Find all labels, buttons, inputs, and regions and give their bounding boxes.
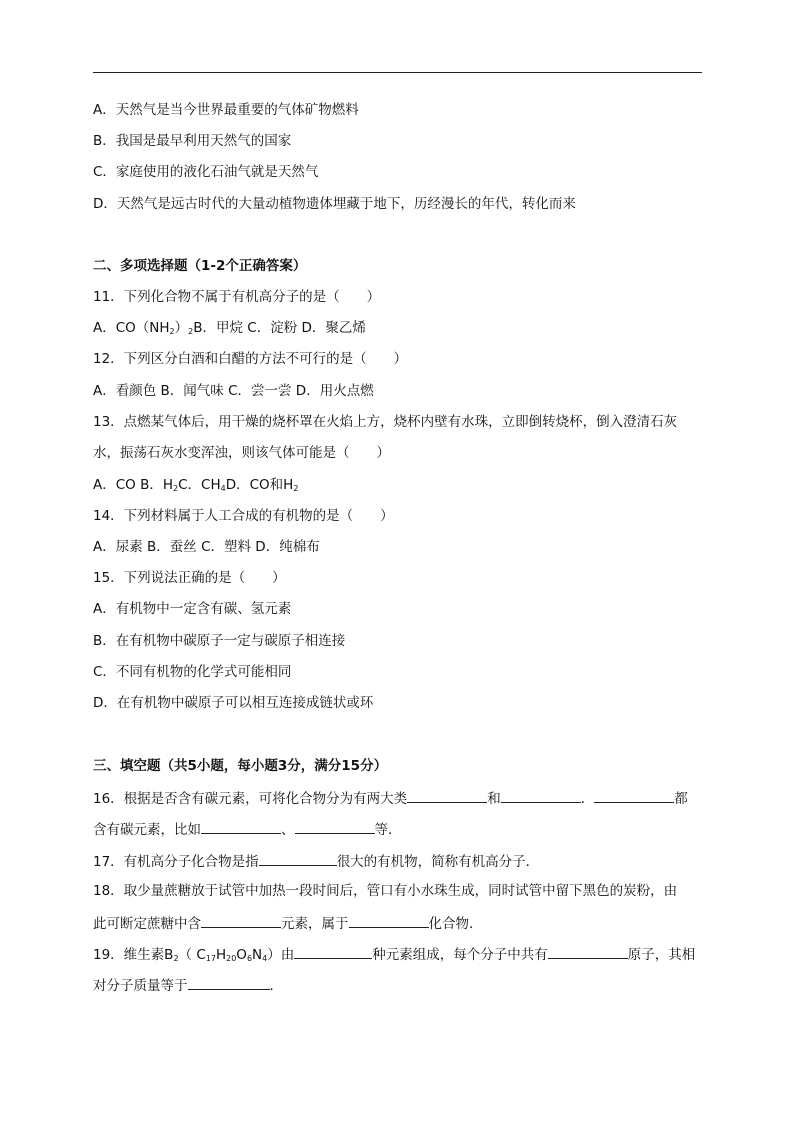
q19-formula-close: ）由 [267,947,295,963]
q13-options [93,476,705,498]
q16-text-7: 等． [374,822,402,838]
q13-stem-line1: 13．点燃某气体后，用干燥的烧杯罩在火焰上方，烧杯内壁有水珠，立即倒转烧杯，倒入澄清石灰 [93,414,678,430]
q19-sub-c: 17 [205,954,216,963]
q19-text-2: 种元素组成，每个分子中共有 [372,947,548,963]
q17-text-1: 17．有机高分子化合物是指 [93,854,259,870]
q11-option-a: A．CO（NH [93,320,170,336]
q19-sub-b2: 2 [173,954,179,963]
q19-formula-h: H [215,947,227,963]
q14-options: A．尿素 B．蚕丝 C．塑料 D．纯棉布 [93,539,320,555]
q16-blank-3[interactable] [594,788,674,803]
q12-options: A．看颜色 B．闻气味 C．尝一尝 D．用火点燃 [93,383,374,399]
q18-blank-1[interactable] [201,913,281,928]
q19-formula-n: N [252,947,263,963]
q13-sub-ch4: 4 [220,484,226,493]
q18-text-3: 化合物． [428,916,483,932]
q16-text-5: 含有碳元素，比如 [93,822,201,838]
q11-subscript: 2 [169,327,175,336]
q16-text-3: ． [580,791,595,807]
q18-text-1: 此可断定蔗糖中含 [93,916,201,932]
q14-stem: 14．下列材料属于人工合成的有机物的是（ ） [93,508,394,524]
q19-blank-2[interactable] [548,944,628,959]
q11-options-rest: B．甲烷 C．淀粉 D．聚乙烯 [193,320,366,336]
q13-stem-line2: 水，振荡石灰水变浑浊，则该气体可能是（ ） [93,445,390,461]
q15-option-a: A．有机物中一定含有碳、氢元素 [93,601,292,617]
q19-line2 [93,975,705,995]
q16-line1 [93,788,705,808]
q16-text-6: 、 [281,822,295,838]
q16-text-4: 都 [674,791,688,807]
q19-blank-3[interactable] [188,975,270,990]
q18-text-2: 元素，属于 [281,916,349,932]
q11-subscript-2: 2 [188,327,194,336]
section-3-heading: 三、填空题（共5小题，每小题3分，满分15分） [93,758,388,774]
q15-option-c: C．不同有机物的化学式可能相同 [93,664,292,680]
q18-blank-2[interactable] [349,913,429,928]
q19-sub-h: 20 [226,954,237,963]
q17-text-2: 很大的有机物，简称有机高分子． [336,854,540,870]
q19-sub-n: 4 [262,954,268,963]
q16-text-1: 16．根据是否含有碳元素，可将化合物分为有两大类 [93,791,408,807]
q16-blank-2[interactable] [501,788,581,803]
q13-sub-h2: 2 [173,484,179,493]
q16-blank-4[interactable] [201,819,281,834]
q13-sub-h2-d: 2 [293,484,299,493]
q10-option-d: D．天然气是远古时代的大量动植物遗体埋藏于地下，历经漫长的年代，转化而来 [93,196,576,212]
q10-option-b: B．我国是最早利用天然气的国家 [93,133,292,149]
q13-option-d: D．CO和H [225,477,294,493]
q16-text-2: 和 [487,791,501,807]
q19-line1 [93,944,705,968]
q10-option-c: C．家庭使用的液化石油气就是天然气 [93,164,319,180]
q19-text-1: 19．维生素B [93,947,174,963]
q15-stem: 15．下列说法正确的是（ ） [93,570,286,586]
q19-text-4: 对分子质量等于 [93,978,188,994]
q19-formula-o: O [236,947,247,963]
q13-option-ab: A．CO B．H [93,477,173,493]
q16-line2 [93,819,705,839]
q18-line1: 18．取少量蔗糖放于试管中加热一段时间后，管口有小水珠生成，同时试管中留下黑色的炭粉，由 [93,883,678,899]
q10-option-a: A．天然气是当今世界最重要的气体矿物燃料 [93,102,359,118]
header-rule [93,72,702,73]
q11-option-a-close: ） [174,320,189,336]
q19-sub-o: 6 [246,954,253,963]
q16-blank-1[interactable] [407,788,487,803]
q15-option-d: D．在有机物中碳原子可以相互连接成链状或环 [93,695,374,711]
q16-blank-5[interactable] [295,819,375,834]
q11-stem: 11．下列化合物不属于有机高分子的是（ ） [93,289,381,305]
q18-line2 [93,913,705,933]
section-2-heading: 二、多项选择题（1-2个正确答案） [93,258,307,274]
q19-blank-1[interactable] [294,944,372,959]
q17-line [93,851,705,871]
q12-stem: 12．下列区分白酒和白醋的方法不可行的是（ ） [93,351,408,367]
q13-option-c: C．CH [178,477,221,493]
q19-text-5: ． [269,978,283,994]
q15-option-b: B．在有机物中碳原子一定与碳原子相连接 [93,633,346,649]
q19-text-3: 原子，其相 [627,947,696,963]
q11-options [93,319,705,341]
q17-blank[interactable] [259,851,337,866]
q19-formula-open: （ C [178,947,206,963]
